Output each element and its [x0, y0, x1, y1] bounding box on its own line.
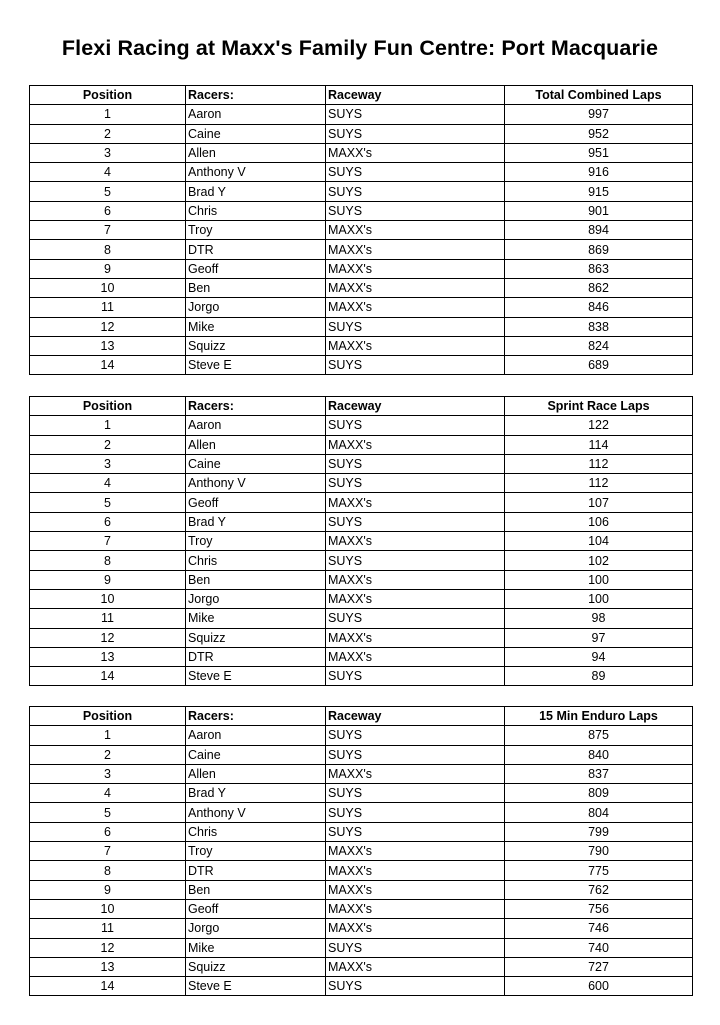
- table-row: [30, 182, 693, 201]
- table-row: [30, 726, 693, 745]
- laps-cell: 846: [505, 298, 693, 317]
- table-row: [30, 124, 693, 143]
- raceway-cell: MAXX's: [326, 957, 505, 976]
- laps-cell: 689: [505, 356, 693, 375]
- position-header: Position: [30, 707, 186, 726]
- racer-cell: Troy: [186, 532, 326, 551]
- laps-header: 15 Min Enduro Laps: [505, 707, 693, 726]
- table-row: [30, 221, 693, 240]
- raceway-cell: SUYS: [326, 416, 505, 435]
- laps-cell: 863: [505, 259, 693, 278]
- raceway-cell: MAXX's: [326, 628, 505, 647]
- raceway-cell: MAXX's: [326, 221, 505, 240]
- racer-cell: Jorgo: [186, 298, 326, 317]
- total-combined-laps-table: [29, 85, 693, 375]
- laps-cell: 997: [505, 105, 693, 124]
- table-row: [30, 861, 693, 880]
- laps-cell: 869: [505, 240, 693, 259]
- raceway-cell: MAXX's: [326, 336, 505, 355]
- table-row: [30, 356, 693, 375]
- position-cell: 5: [30, 182, 186, 201]
- racer-cell: Brad Y: [186, 784, 326, 803]
- laps-cell: 600: [505, 977, 693, 996]
- laps-cell: 727: [505, 957, 693, 976]
- racer-header: Racers:: [186, 397, 326, 416]
- position-cell: 8: [30, 861, 186, 880]
- raceway-cell: MAXX's: [326, 919, 505, 938]
- racer-cell: Allen: [186, 764, 326, 783]
- position-header: Position: [30, 86, 186, 105]
- laps-header: Total Combined Laps: [505, 86, 693, 105]
- position-cell: 14: [30, 977, 186, 996]
- position-header: Position: [30, 397, 186, 416]
- laps-cell: 122: [505, 416, 693, 435]
- laps-cell: 775: [505, 861, 693, 880]
- racer-header: Racers:: [186, 86, 326, 105]
- table-row: [30, 336, 693, 355]
- table-row: [30, 259, 693, 278]
- table-row: [30, 880, 693, 899]
- laps-cell: 740: [505, 938, 693, 957]
- laps-cell: 112: [505, 454, 693, 473]
- laps-cell: 756: [505, 899, 693, 918]
- racer-cell: Ben: [186, 278, 326, 297]
- laps-cell: 915: [505, 182, 693, 201]
- racer-cell: DTR: [186, 647, 326, 666]
- position-cell: 10: [30, 899, 186, 918]
- racer-cell: Allen: [186, 143, 326, 162]
- raceway-cell: MAXX's: [326, 842, 505, 861]
- laps-cell: 894: [505, 221, 693, 240]
- racer-cell: Ben: [186, 570, 326, 589]
- table-row: [30, 143, 693, 162]
- raceway-cell: MAXX's: [326, 259, 505, 278]
- racer-cell: Aaron: [186, 726, 326, 745]
- laps-cell: 114: [505, 435, 693, 454]
- page-title: Flexi Racing at Maxx's Family Fun Centre: Port Macquarie: [61, 36, 659, 60]
- laps-cell: 106: [505, 512, 693, 531]
- table-row: [30, 551, 693, 570]
- position-cell: 12: [30, 317, 186, 336]
- laps-cell: 824: [505, 336, 693, 355]
- position-cell: 10: [30, 589, 186, 608]
- raceway-cell: SUYS: [326, 474, 505, 493]
- racer-header: Racers:: [186, 707, 326, 726]
- laps-cell: 97: [505, 628, 693, 647]
- position-cell: 1: [30, 726, 186, 745]
- position-cell: 12: [30, 628, 186, 647]
- position-cell: 4: [30, 163, 186, 182]
- table-row: [30, 532, 693, 551]
- racer-cell: Geoff: [186, 493, 326, 512]
- raceway-cell: MAXX's: [326, 493, 505, 512]
- position-cell: 9: [30, 259, 186, 278]
- position-cell: 5: [30, 803, 186, 822]
- table-row: [30, 416, 693, 435]
- table-row: [30, 899, 693, 918]
- racer-cell: Anthony V: [186, 474, 326, 493]
- table-row: [30, 435, 693, 454]
- position-cell: 1: [30, 416, 186, 435]
- position-cell: 9: [30, 570, 186, 589]
- table-row: [30, 842, 693, 861]
- position-cell: 6: [30, 512, 186, 531]
- position-cell: 3: [30, 143, 186, 162]
- position-cell: 2: [30, 745, 186, 764]
- table-row: [30, 474, 693, 493]
- racer-cell: Aaron: [186, 416, 326, 435]
- raceway-cell: SUYS: [326, 609, 505, 628]
- raceway-cell: MAXX's: [326, 899, 505, 918]
- table-row: [30, 764, 693, 783]
- laps-cell: 901: [505, 201, 693, 220]
- position-cell: 6: [30, 822, 186, 841]
- laps-cell: 838: [505, 317, 693, 336]
- racer-cell: Mike: [186, 317, 326, 336]
- racer-cell: DTR: [186, 240, 326, 259]
- laps-cell: 809: [505, 784, 693, 803]
- raceway-cell: SUYS: [326, 163, 505, 182]
- raceway-header: Raceway: [326, 707, 505, 726]
- laps-cell: 862: [505, 278, 693, 297]
- raceway-cell: MAXX's: [326, 278, 505, 297]
- racer-cell: Chris: [186, 822, 326, 841]
- position-cell: 14: [30, 356, 186, 375]
- laps-cell: 762: [505, 880, 693, 899]
- table-row: [30, 105, 693, 124]
- sprint-race-laps-table: [29, 396, 693, 686]
- position-cell: 3: [30, 764, 186, 783]
- table-row: [30, 512, 693, 531]
- header-row: [30, 707, 693, 726]
- racer-cell: Brad Y: [186, 512, 326, 531]
- racer-cell: Steve E: [186, 667, 326, 686]
- table-row: [30, 278, 693, 297]
- raceway-cell: MAXX's: [326, 435, 505, 454]
- racer-cell: Squizz: [186, 628, 326, 647]
- laps-cell: 107: [505, 493, 693, 512]
- racer-cell: Geoff: [186, 899, 326, 918]
- raceway-cell: MAXX's: [326, 764, 505, 783]
- racer-cell: Caine: [186, 745, 326, 764]
- table-row: [30, 240, 693, 259]
- raceway-cell: SUYS: [326, 977, 505, 996]
- table-row: [30, 977, 693, 996]
- laps-header: Sprint Race Laps: [505, 397, 693, 416]
- raceway-cell: SUYS: [326, 356, 505, 375]
- racer-cell: Mike: [186, 609, 326, 628]
- position-cell: 12: [30, 938, 186, 957]
- table-row: [30, 803, 693, 822]
- position-cell: 7: [30, 221, 186, 240]
- table-row: [30, 919, 693, 938]
- raceway-header: Raceway: [326, 86, 505, 105]
- laps-cell: 840: [505, 745, 693, 764]
- racer-cell: DTR: [186, 861, 326, 880]
- racer-cell: Jorgo: [186, 589, 326, 608]
- laps-cell: 952: [505, 124, 693, 143]
- raceway-cell: SUYS: [326, 201, 505, 220]
- racer-cell: Brad Y: [186, 182, 326, 201]
- raceway-cell: MAXX's: [326, 589, 505, 608]
- raceway-cell: MAXX's: [326, 880, 505, 899]
- raceway-cell: SUYS: [326, 512, 505, 531]
- table-row: [30, 667, 693, 686]
- position-cell: 8: [30, 240, 186, 259]
- racer-cell: Mike: [186, 938, 326, 957]
- racer-cell: Chris: [186, 551, 326, 570]
- raceway-cell: SUYS: [326, 726, 505, 745]
- table-row: [30, 493, 693, 512]
- table-row: [30, 317, 693, 336]
- table-row: [30, 163, 693, 182]
- racer-cell: Allen: [186, 435, 326, 454]
- laps-cell: 112: [505, 474, 693, 493]
- raceway-cell: MAXX's: [326, 143, 505, 162]
- position-cell: 2: [30, 435, 186, 454]
- table-row: [30, 938, 693, 957]
- table-row: [30, 628, 693, 647]
- table-row: [30, 589, 693, 608]
- table-row: [30, 609, 693, 628]
- position-cell: 4: [30, 474, 186, 493]
- racer-cell: Troy: [186, 221, 326, 240]
- position-cell: 9: [30, 880, 186, 899]
- raceway-cell: MAXX's: [326, 861, 505, 880]
- racer-cell: Jorgo: [186, 919, 326, 938]
- table-row: [30, 298, 693, 317]
- racer-cell: Geoff: [186, 259, 326, 278]
- laps-cell: 104: [505, 532, 693, 551]
- laps-cell: 746: [505, 919, 693, 938]
- raceway-cell: SUYS: [326, 317, 505, 336]
- raceway-cell: SUYS: [326, 454, 505, 473]
- laps-cell: 100: [505, 589, 693, 608]
- position-cell: 13: [30, 336, 186, 355]
- laps-cell: 837: [505, 764, 693, 783]
- table-row: [30, 745, 693, 764]
- racer-cell: Caine: [186, 124, 326, 143]
- raceway-cell: SUYS: [326, 745, 505, 764]
- raceway-cell: SUYS: [326, 182, 505, 201]
- raceway-cell: SUYS: [326, 667, 505, 686]
- table-row: [30, 570, 693, 589]
- racer-cell: Troy: [186, 842, 326, 861]
- raceway-cell: SUYS: [326, 124, 505, 143]
- laps-cell: 790: [505, 842, 693, 861]
- table-row: [30, 647, 693, 666]
- position-cell: 7: [30, 532, 186, 551]
- racer-cell: Squizz: [186, 336, 326, 355]
- racer-cell: Squizz: [186, 957, 326, 976]
- enduro-laps-table: [29, 706, 693, 996]
- racer-cell: Caine: [186, 454, 326, 473]
- racer-cell: Steve E: [186, 356, 326, 375]
- table-row: [30, 957, 693, 976]
- table-row: [30, 201, 693, 220]
- raceway-header: Raceway: [326, 397, 505, 416]
- table-row: [30, 784, 693, 803]
- header-row: [30, 86, 693, 105]
- raceway-cell: MAXX's: [326, 240, 505, 259]
- table-row: [30, 822, 693, 841]
- position-cell: 4: [30, 784, 186, 803]
- position-cell: 13: [30, 647, 186, 666]
- position-cell: 8: [30, 551, 186, 570]
- position-cell: 7: [30, 842, 186, 861]
- position-cell: 11: [30, 919, 186, 938]
- raceway-cell: SUYS: [326, 822, 505, 841]
- raceway-cell: MAXX's: [326, 532, 505, 551]
- laps-cell: 98: [505, 609, 693, 628]
- raceway-cell: SUYS: [326, 551, 505, 570]
- position-cell: 13: [30, 957, 186, 976]
- racer-cell: Anthony V: [186, 163, 326, 182]
- racer-cell: Chris: [186, 201, 326, 220]
- position-cell: 5: [30, 493, 186, 512]
- laps-cell: 951: [505, 143, 693, 162]
- laps-cell: 875: [505, 726, 693, 745]
- position-cell: 2: [30, 124, 186, 143]
- position-cell: 10: [30, 278, 186, 297]
- raceway-cell: MAXX's: [326, 570, 505, 589]
- raceway-cell: SUYS: [326, 784, 505, 803]
- header-row: [30, 397, 693, 416]
- racer-cell: Ben: [186, 880, 326, 899]
- laps-cell: 100: [505, 570, 693, 589]
- raceway-cell: MAXX's: [326, 298, 505, 317]
- laps-cell: 804: [505, 803, 693, 822]
- raceway-cell: SUYS: [326, 938, 505, 957]
- racer-cell: Anthony V: [186, 803, 326, 822]
- position-cell: 1: [30, 105, 186, 124]
- position-cell: 14: [30, 667, 186, 686]
- racer-cell: Steve E: [186, 977, 326, 996]
- position-cell: 11: [30, 298, 186, 317]
- racer-cell: Aaron: [186, 105, 326, 124]
- laps-cell: 94: [505, 647, 693, 666]
- position-cell: 6: [30, 201, 186, 220]
- laps-cell: 89: [505, 667, 693, 686]
- position-cell: 11: [30, 609, 186, 628]
- laps-cell: 102: [505, 551, 693, 570]
- raceway-cell: SUYS: [326, 105, 505, 124]
- laps-cell: 916: [505, 163, 693, 182]
- position-cell: 3: [30, 454, 186, 473]
- table-row: [30, 454, 693, 473]
- raceway-cell: MAXX's: [326, 647, 505, 666]
- raceway-cell: SUYS: [326, 803, 505, 822]
- laps-cell: 799: [505, 822, 693, 841]
